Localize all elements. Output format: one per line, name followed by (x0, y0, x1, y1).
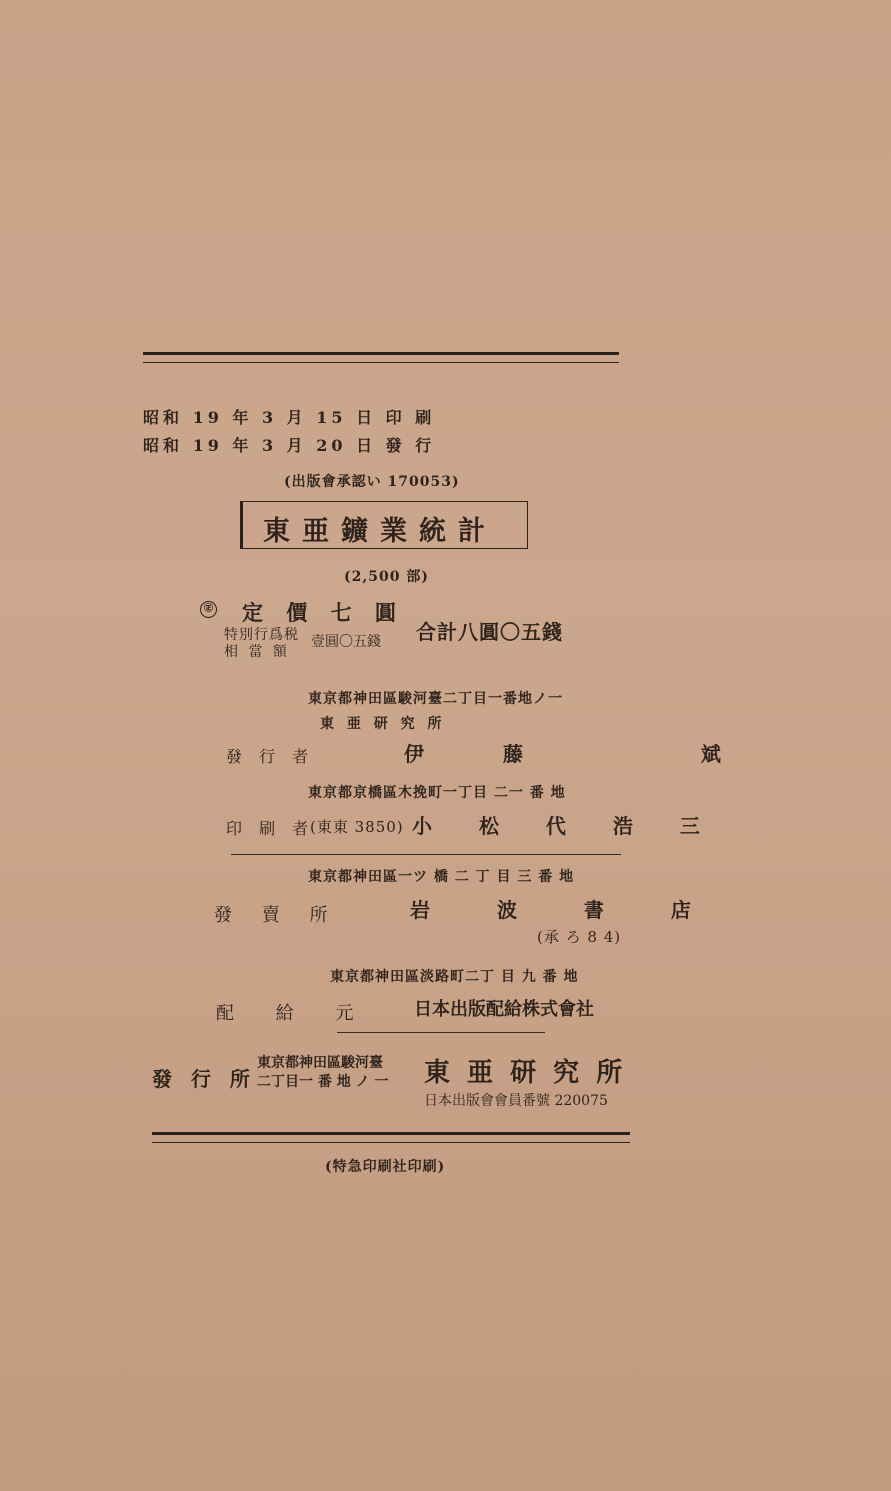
office-label: 發 行 所 (152, 1067, 256, 1091)
publisher-name: 伊 藤 斌 (404, 742, 757, 766)
printing-company: (特急印刷社印刷) (325, 1159, 446, 1175)
office-address-line-1: 東京都神田區駿河臺 (257, 1055, 383, 1071)
printer-phone: (東東 3850) (310, 818, 404, 836)
printer-name: 小 松 代 浩 三 (412, 814, 720, 838)
price-label: 定 價 七 圓 (242, 600, 404, 625)
top-double-rule (143, 352, 619, 363)
book-title: 東亜鑛業統計 (263, 516, 497, 547)
office-name: 東 亜 研 究 所 (424, 1058, 627, 1088)
total-price: 合計八圓〇五錢 (416, 620, 563, 644)
publisher-org: 東 亜 研 究 所 (320, 716, 446, 732)
distributor-label: 配 給 元 (216, 1003, 372, 1024)
divider-2 (337, 1032, 545, 1033)
seller-code: (承 ろ 8 4) (537, 928, 622, 946)
office-address-line-2: 二丁目一 番 地 ノ 一 (257, 1074, 389, 1090)
tax-amount: 壹圓〇五錢 (311, 634, 381, 650)
approval-number: (出版會承認い 170053) (284, 474, 460, 490)
seller-label: 發 賣 所 (214, 905, 340, 926)
divider-1 (231, 854, 621, 855)
print-run: (2,500 部) (344, 569, 429, 585)
publisher-label: 發 行 者 (226, 747, 315, 766)
printer-address: 東京都京橋區木挽町一丁目 二一 番 地 (308, 785, 566, 801)
distributor-address: 東京都神田區淡路町二丁 目 九 番 地 (330, 969, 579, 985)
member-number: 日本出版會會員番號 220075 (424, 1093, 608, 1109)
price-stamp-icon: ㊣ (200, 601, 217, 618)
bottom-double-rule (152, 1132, 630, 1143)
tax-label-2: 相 當 額 (224, 644, 290, 660)
issue-date: 昭和 19 年 3 月 20 日 發 行 (143, 436, 436, 455)
print-date: 昭和 19 年 3 月 15 日 印 刷 (143, 408, 436, 427)
seller-address: 東京都神田區一ツ 橋 二 丁 目 三 番 地 (308, 869, 575, 885)
seller-name: 岩 波 書 店 (410, 898, 721, 922)
publisher-address: 東京都神田區駿河臺二丁目一番地ノ一 (308, 691, 563, 707)
tax-label-1: 特別行爲税 (224, 627, 299, 643)
distributor-name: 日本出版配給株式會社 (414, 999, 594, 1020)
printer-label: 印 刷 者 (226, 819, 315, 838)
